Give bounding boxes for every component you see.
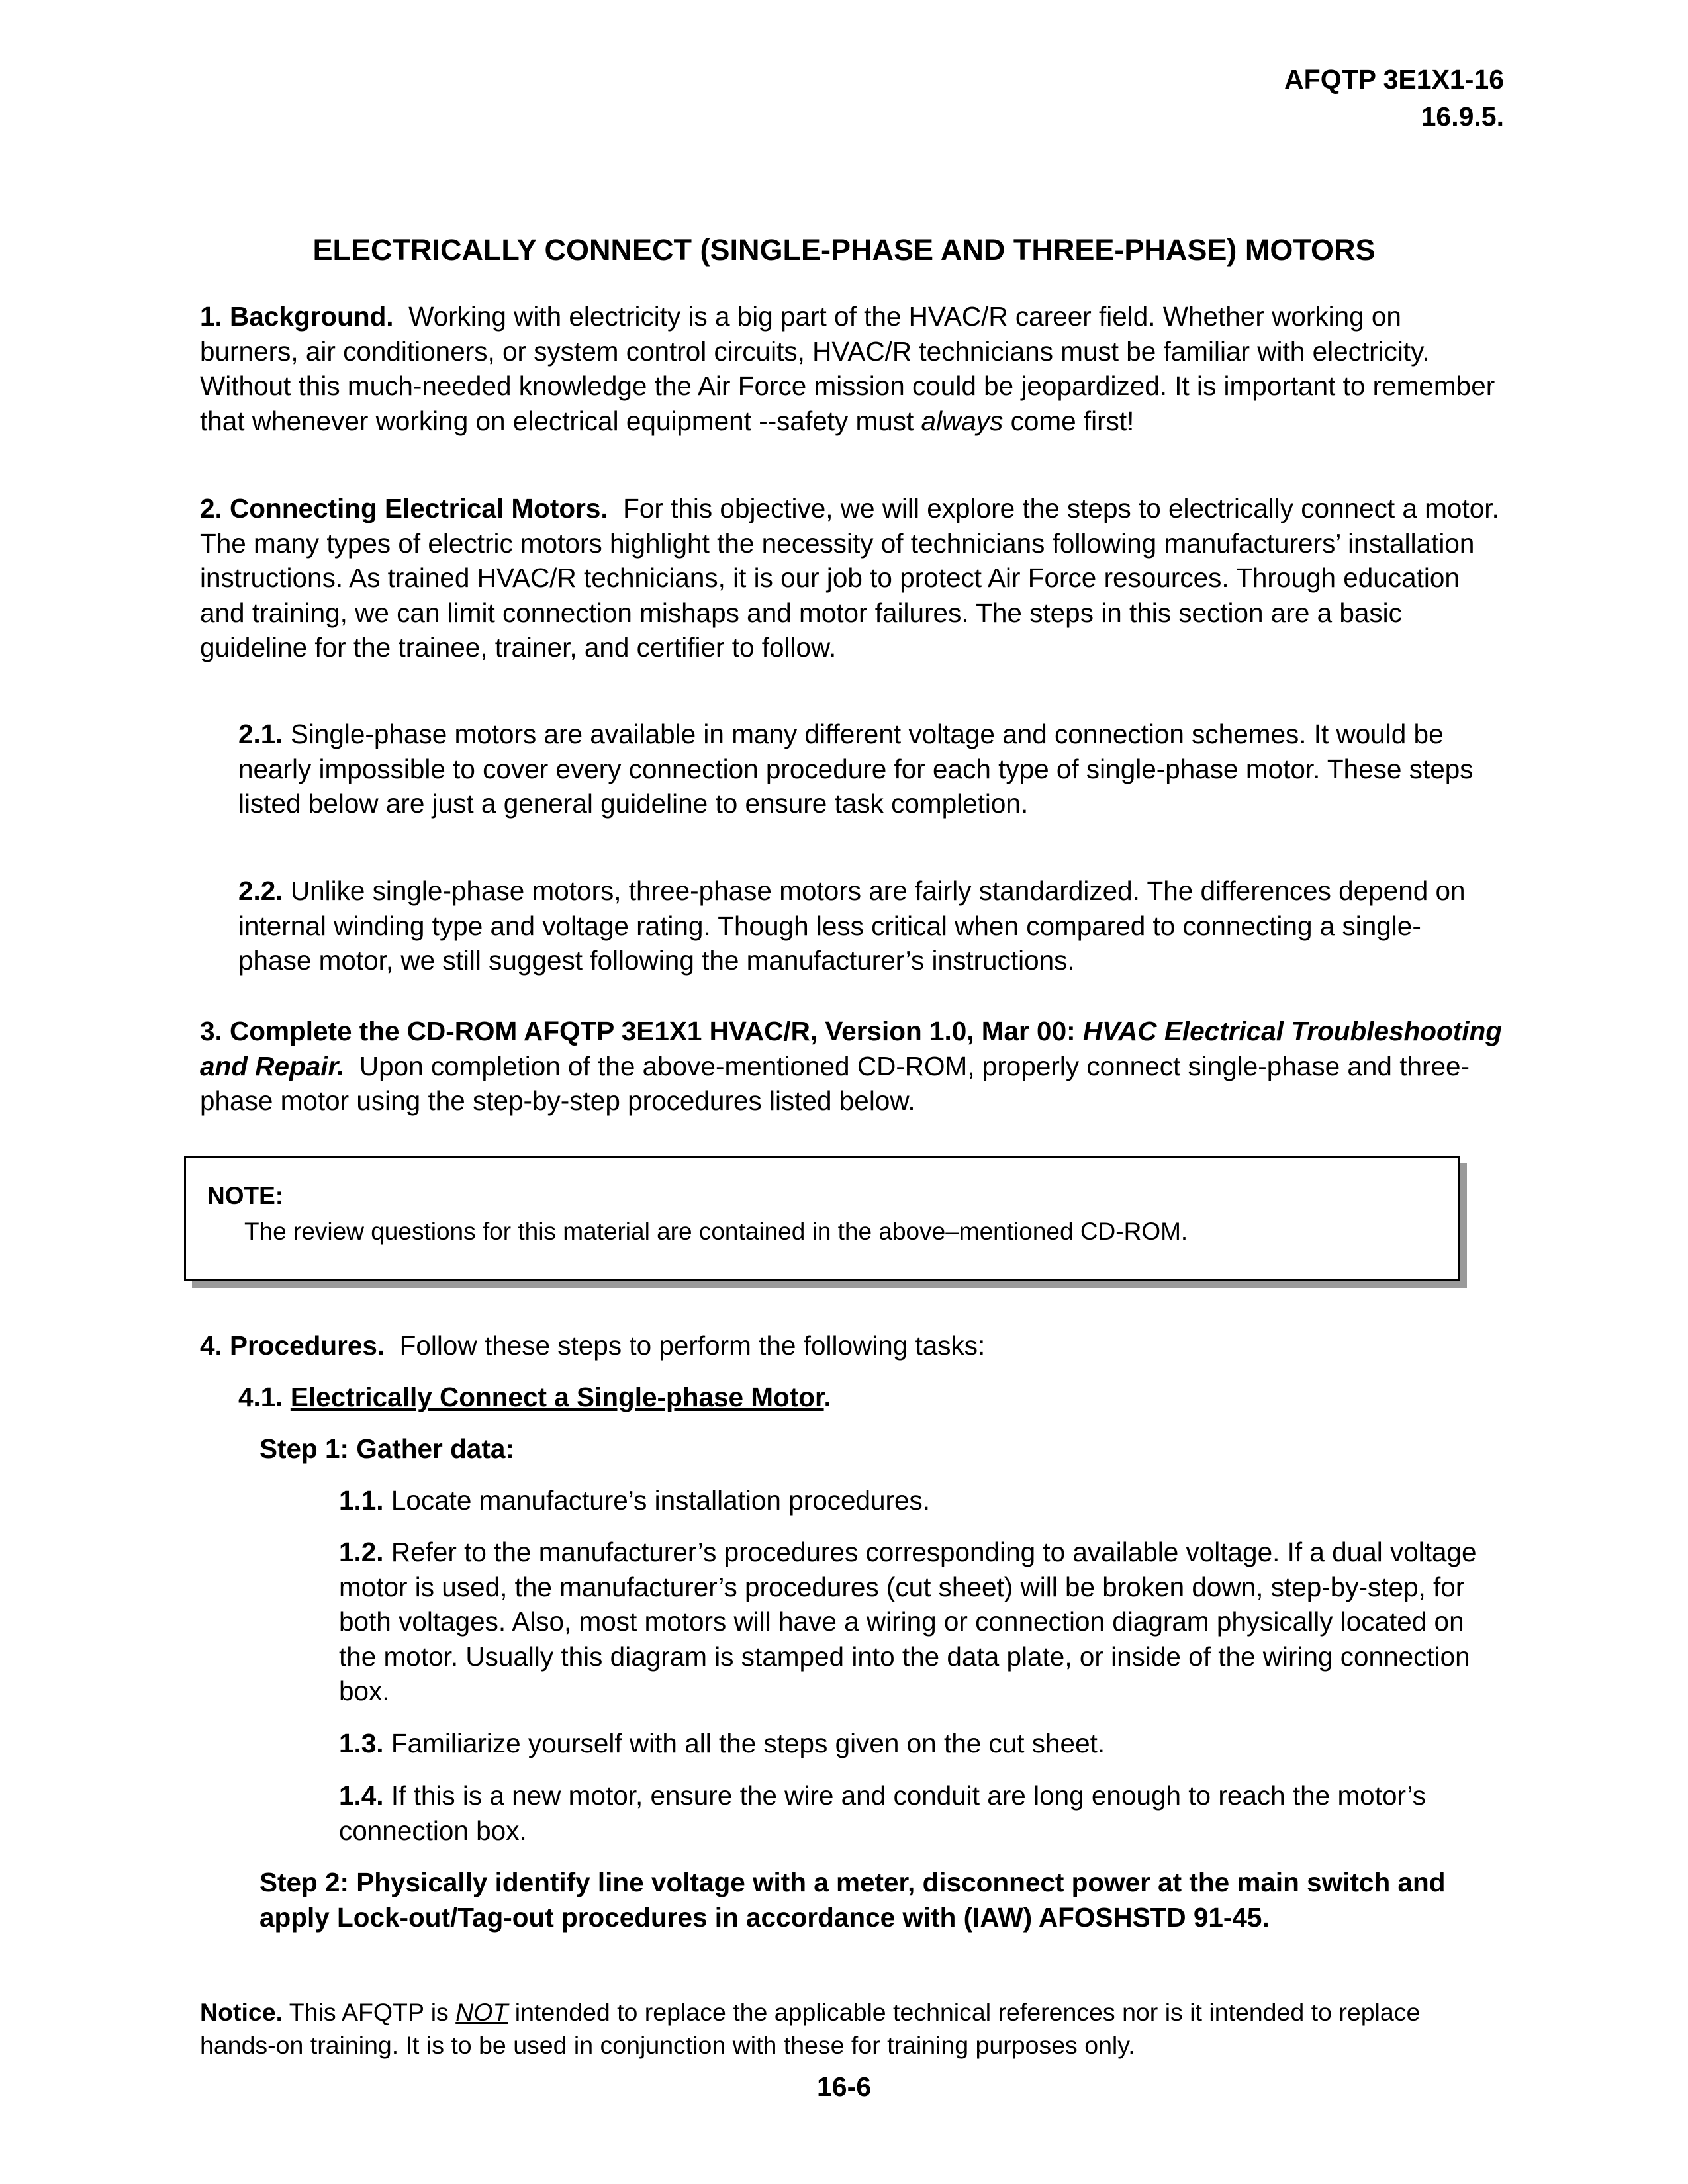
section-number: 16.9.5. <box>1421 101 1504 132</box>
task-title: Electrically Connect a Single-phase Motor <box>290 1382 824 1412</box>
procedures-label: 4. Procedures. <box>200 1330 385 1361</box>
item-1-2-text: Refer to the manufacturer’s procedures corresponding to available voltage. If a dual voltage motor is used, the manufacturer’s procedures (cut sheet) will be broken down, step-by-step, for both voltages. Also, most motors will have a wiring or connection diagram physically located on the motor. Usually this diagram is stamped into the data plate, or inside of the wiring connection box. <box>339 1537 1477 1706</box>
notice-label: Notice. <box>200 1998 283 2026</box>
procedures-text: Follow these steps to perform the following tasks: <box>399 1330 986 1361</box>
complete-text: Upon completion of the above-mentioned CD-ROM, properly connect single-phase and three-phase motor using the step-by-step procedures listed below. <box>200 1050 1470 1116</box>
subsection-2-2-text: Unlike single-phase motors, three-phase motors are fairly standardized. The differences depend on internal winding type and voltage rating. Though less critical when compared to connecting a single-phase motor, we still suggest following the manufacturer’s instructions. <box>238 876 1466 976</box>
task-heading <box>238 1380 1489 1415</box>
item-1-2-number: 1.2. <box>339 1537 384 1567</box>
background-emphasis: always <box>921 405 1004 436</box>
task-title-end: . <box>823 1382 831 1412</box>
item-1-3 <box>339 1726 1491 1761</box>
connecting-text: For this objective, we will explore the steps to electrically connect a motor. The many types of electric motors highlight the necessity of technicians following manufacturers’ installation instructions. As trained HVAC/R technicians, it is our job to protect Air Force resources. Through education and training, we can limit connection mishaps and motor failures. The steps in this section are a basic guideline for the trainee, trainer, and certifier to follow. <box>200 493 1499 662</box>
background-text: Working with electricity is a big part of the HVAC/R career field. Whether working on burners, air conditioners, or system control circuits, HVAC/R technicians must be familiar with electricity. Without this much-needed knowledge the Air Force mission could be jeopardized. It is important to remember that whenever working on electrical equipment --safety must <box>200 301 1495 436</box>
complete-label: 3. Complete the CD-ROM AFQTP 3E1X1 HVAC/R, Version 1.0, Mar 00: <box>200 1016 1083 1046</box>
note-text: The review questions for this material are contained in the above–mentioned CD-ROM. <box>244 1218 1188 1245</box>
step-1-heading <box>259 1432 1491 1467</box>
item-1-3-text: Familiarize yourself with all the steps given on the cut sheet. <box>391 1728 1105 1758</box>
notice-text: This AFQTP is <box>283 1998 456 2026</box>
note-label: NOTE: <box>207 1182 284 1209</box>
background-label: 1. Background. <box>200 301 394 332</box>
item-1-3-number: 1.3. <box>339 1728 384 1758</box>
complete-course-title: HVAC Electrical Troubleshooting and Repair. <box>200 1016 1502 1081</box>
page-title: ELECTRICALLY CONNECT (SINGLE-PHASE AND THREE-PHASE) MOTORS <box>312 233 1376 267</box>
step-1-text: Step 1: Gather data: <box>259 1433 514 1464</box>
subsection-2-2-number: 2.2. <box>238 876 283 906</box>
notice-paragraph <box>200 1995 1497 2062</box>
notice-emphasis: NOT <box>455 1998 508 2026</box>
item-1-1-text: Locate manufacture’s installation procedures. <box>391 1485 931 1516</box>
step-2-heading <box>259 1865 1491 1934</box>
item-1-1 <box>339 1483 1491 1518</box>
background-paragraph <box>200 299 1504 438</box>
notice-text-end: intended to replace the applicable technical references nor is it intended to replace hands-on training. It is to be used in conjunction with these for training purposes only. <box>200 1998 1421 2059</box>
task-number: 4.1. <box>238 1382 283 1412</box>
item-1-1-number: 1.1. <box>339 1485 384 1516</box>
page-number: 16-6 <box>816 2071 872 2102</box>
procedures-paragraph <box>200 1328 1504 1363</box>
background-text-end: come first! <box>1003 405 1135 436</box>
subsection-2-2 <box>238 874 1489 978</box>
item-1-4-number: 1.4. <box>339 1780 384 1811</box>
complete-cdrom-paragraph <box>200 1014 1504 1118</box>
subsection-2-1-text: Single-phase motors are available in many different voltage and connection schemes. It would be nearly impossible to cover every connection procedure for each type of single-phase motor. These steps listed below are just a general guideline to ensure task completion. <box>238 719 1474 819</box>
document-id: AFQTP 3E1X1-16 <box>1284 64 1504 95</box>
item-1-4-text: If this is a new motor, ensure the wire and conduit are long enough to reach the motor’s connection box. <box>339 1780 1426 1846</box>
item-1-4 <box>339 1778 1491 1848</box>
connecting-paragraph <box>200 491 1504 665</box>
subsection-2-1 <box>238 717 1489 821</box>
note-box <box>184 1156 1460 1281</box>
step-2-text: Step 2: Physically identify line voltage with a meter, disconnect power at the main switch and apply Lock-out/Tag-out procedures in accordance with (IAW) AFOSHSTD 91-45. <box>259 1867 1446 1933</box>
item-1-2 <box>339 1535 1491 1709</box>
subsection-2-1-number: 2.1. <box>238 719 283 749</box>
connecting-label: 2. Connecting Electrical Motors. <box>200 493 608 523</box>
